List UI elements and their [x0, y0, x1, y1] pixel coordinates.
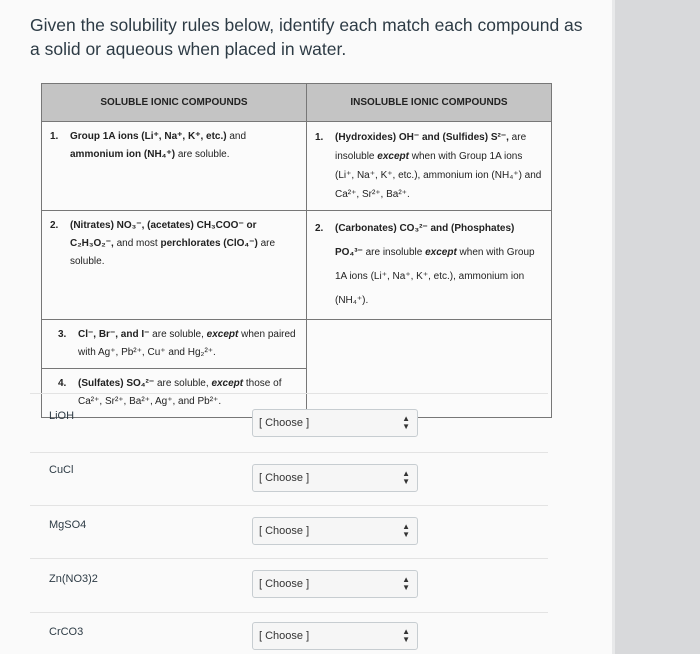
- compound-label: MgSO4: [49, 519, 87, 531]
- insoluble-rule: 1. (Hydroxides) OH⁻ and (Sulfides) S²⁻, are insoluble except when with Group 1A ions (Li⁺, Na⁺, K⁺, etc.), ammonium ion (NH₄⁺) and Ca²⁺, Sr²⁺, Ba²⁺.: [315, 132, 542, 200]
- compound-label: Zn(NO3)2: [49, 573, 98, 585]
- insoluble-header: INSOLUBLE IONIC COMPOUNDS: [307, 84, 552, 122]
- divider: [30, 558, 548, 559]
- soluble-rule-cell: [42, 320, 307, 369]
- insoluble-rule-cell: [307, 122, 552, 320]
- side-gutter: [612, 0, 700, 654]
- up-down-chevron-icon: ▲ ▼: [402, 469, 410, 486]
- divider: [30, 393, 548, 394]
- solubility-rules-image: [41, 83, 552, 418]
- up-down-chevron-icon: ▲ ▼: [402, 414, 410, 431]
- answer-select[interactable]: [ Choose ] ▲ ▼: [252, 464, 418, 492]
- answer-select[interactable]: [ Choose ] ▲ ▼: [252, 570, 418, 598]
- up-down-chevron-icon: ▲ ▼: [402, 575, 410, 592]
- divider: [30, 452, 548, 453]
- answer-select[interactable]: [ Choose ] ▲ ▼: [252, 517, 418, 545]
- compound-label: CrCO3: [49, 626, 84, 638]
- soluble-header: SOLUBLE IONIC COMPOUNDS: [42, 84, 307, 122]
- soluble-rule: 3. Cl⁻, Br⁻, and I⁻ are soluble, except when paired with Ag⁺, Pb²⁺, Cu⁺ and Hg₂²⁺.: [58, 329, 296, 358]
- soluble-rule: 1. Group 1A ions (Li⁺, Na⁺, K⁺, etc.) and ammonium ion (NH₄⁺) are soluble.: [50, 131, 247, 160]
- answer-select[interactable]: [ Choose ] ▲ ▼: [252, 409, 418, 437]
- soluble-rule: 4. (Sulfates) SO₄²⁻ are soluble, except those of Ca²⁺, Sr²⁺, Ba²⁺, Ag⁺, and Pb²⁺.: [58, 378, 282, 407]
- insoluble-rule: 2. (Carbonates) CO₃²⁻ and (Phosphates) PO₄³⁻ are insoluble except when with Group 1A ions (Li⁺, Na⁺, K⁺, etc.), ammonium ion (NH₄⁺).: [315, 223, 535, 306]
- insoluble-empty-cell: [307, 320, 552, 418]
- soluble-rule-cell: [42, 211, 307, 320]
- compound-label: LiOH: [49, 410, 75, 422]
- answer-select[interactable]: [ Choose ] ▲ ▼: [252, 622, 418, 650]
- up-down-chevron-icon: ▲ ▼: [402, 522, 410, 539]
- soluble-rule: 2. (Nitrates) NO₃⁻, (acetates) CH₃COO⁻ or C₂H₃O₂⁻, and most perchlorates (ClO₄⁻) are soluble.: [50, 220, 276, 268]
- question-text: Given the solubility rules below, identify each match each compound as a solid or aqueous when placed in water.: [30, 15, 583, 59]
- up-down-chevron-icon: ▲ ▼: [402, 627, 410, 644]
- divider: [30, 612, 548, 613]
- compound-label: CuCl: [49, 464, 74, 476]
- divider: [30, 505, 548, 506]
- soluble-rule-cell: [42, 122, 307, 211]
